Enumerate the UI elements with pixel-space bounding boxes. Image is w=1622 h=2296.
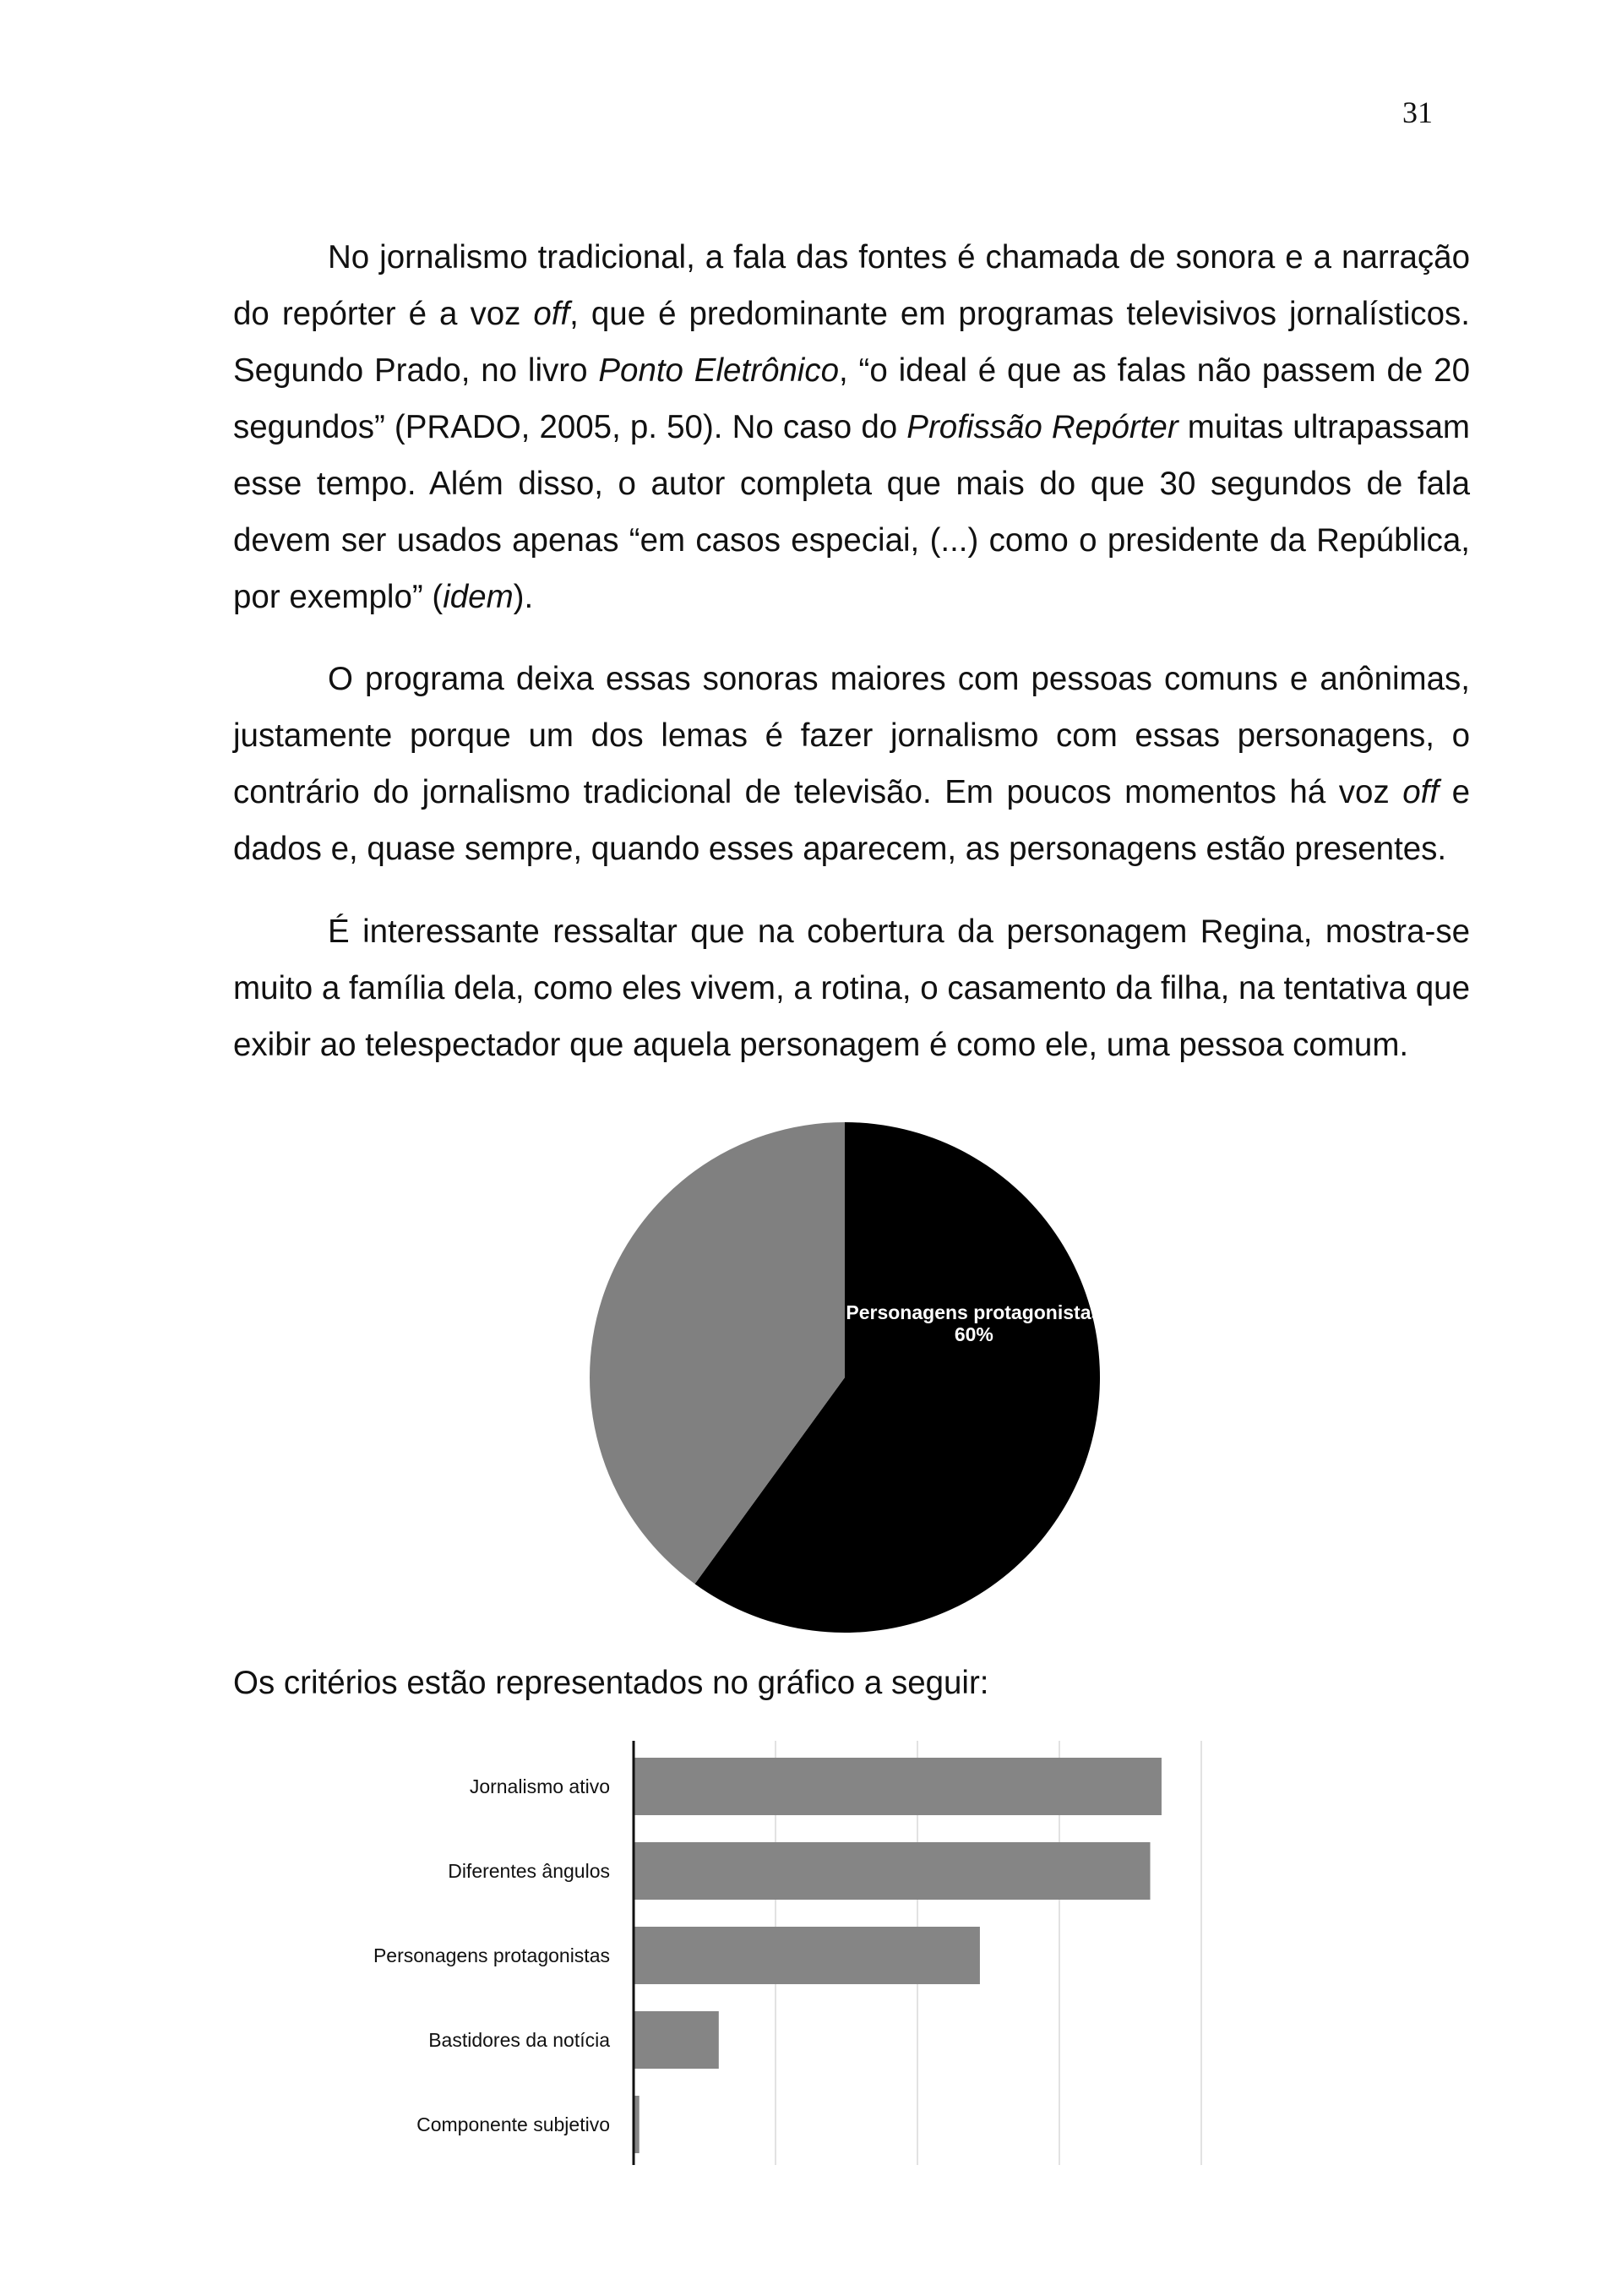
italic-text: off xyxy=(533,296,570,332)
paragraph-text: No jornalismo tradicional, a fala das fontes é chamada de sonora e a narração do repórter é a voz xyxy=(233,239,1470,332)
category-label: Personagens protagonistas xyxy=(373,1944,610,1966)
italic-text: off xyxy=(1402,774,1440,810)
category-label: Diferentes ângulos xyxy=(448,1860,610,1882)
paragraph-text: , que é predominante em programas televisivos jornalísticos. Segundo Prado, no livro xyxy=(233,296,1470,389)
bar xyxy=(634,2011,719,2069)
italic-text: Profissão Repórter xyxy=(906,409,1178,445)
pie-chart-svg xyxy=(583,1115,1107,1639)
paragraph-text: , “o ideal é que as falas não passem de 20 segundos” (PRADO, 2005, p. 50). No caso do xyxy=(233,352,1470,445)
pie-slice-percent: 60% xyxy=(954,1323,993,1345)
chart-caption: Os critérios estão representados no gráfico a seguir: xyxy=(233,1665,989,1701)
paragraph-text: e dados e, quase sempre, quando esses aparecem, as personagens estão presentes. xyxy=(233,774,1470,867)
bar-chart xyxy=(321,1741,1208,2184)
paragraph-text: muitas ultrapassam esse tempo. Além disso, o autor completa que mais do que 30 segundos de fala devem ser usados apenas “em casos especiai, (...) como o presidente da República, por exemplo” ( xyxy=(233,409,1470,615)
paragraph-text: É interessante ressaltar que na cobertura da personagem Regina, mostra-se muito a família dela, como eles vivem, a rotina, o casamento da filha, na tentativa que exibir ao telespectador que aquela personagem é como ele, uma pessoa comum. xyxy=(233,913,1470,1063)
bar-chart-svg xyxy=(321,1741,1208,2180)
italic-text: Ponto Eletrônico xyxy=(598,352,840,389)
bar xyxy=(634,1758,1162,1815)
category-label: Bastidores da notícia xyxy=(428,2029,610,2051)
bar xyxy=(634,1842,1151,1900)
body-paragraph xyxy=(233,903,1470,1073)
bar xyxy=(634,1927,980,1984)
category-label: Componente subjetivo xyxy=(416,2113,610,2135)
body-paragraph xyxy=(233,229,1470,625)
page-number: 31 xyxy=(1402,95,1433,129)
italic-text: idem xyxy=(443,579,514,615)
paragraph-text: ). xyxy=(513,579,534,615)
body-paragraph xyxy=(233,651,1470,877)
pie-chart xyxy=(583,1115,1107,1644)
category-label: Jornalismo ativo xyxy=(469,1775,610,1797)
paragraph-text: O programa deixa essas sonoras maiores com pessoas comuns e anônimas, justamente porque um dos lemas é fazer jornalismo com essas personagens, o contrário do jornalismo tradicional de televisão. Em poucos momentos há voz xyxy=(233,661,1470,810)
pie-slice-label: Personagens protagonistas xyxy=(846,1301,1102,1323)
